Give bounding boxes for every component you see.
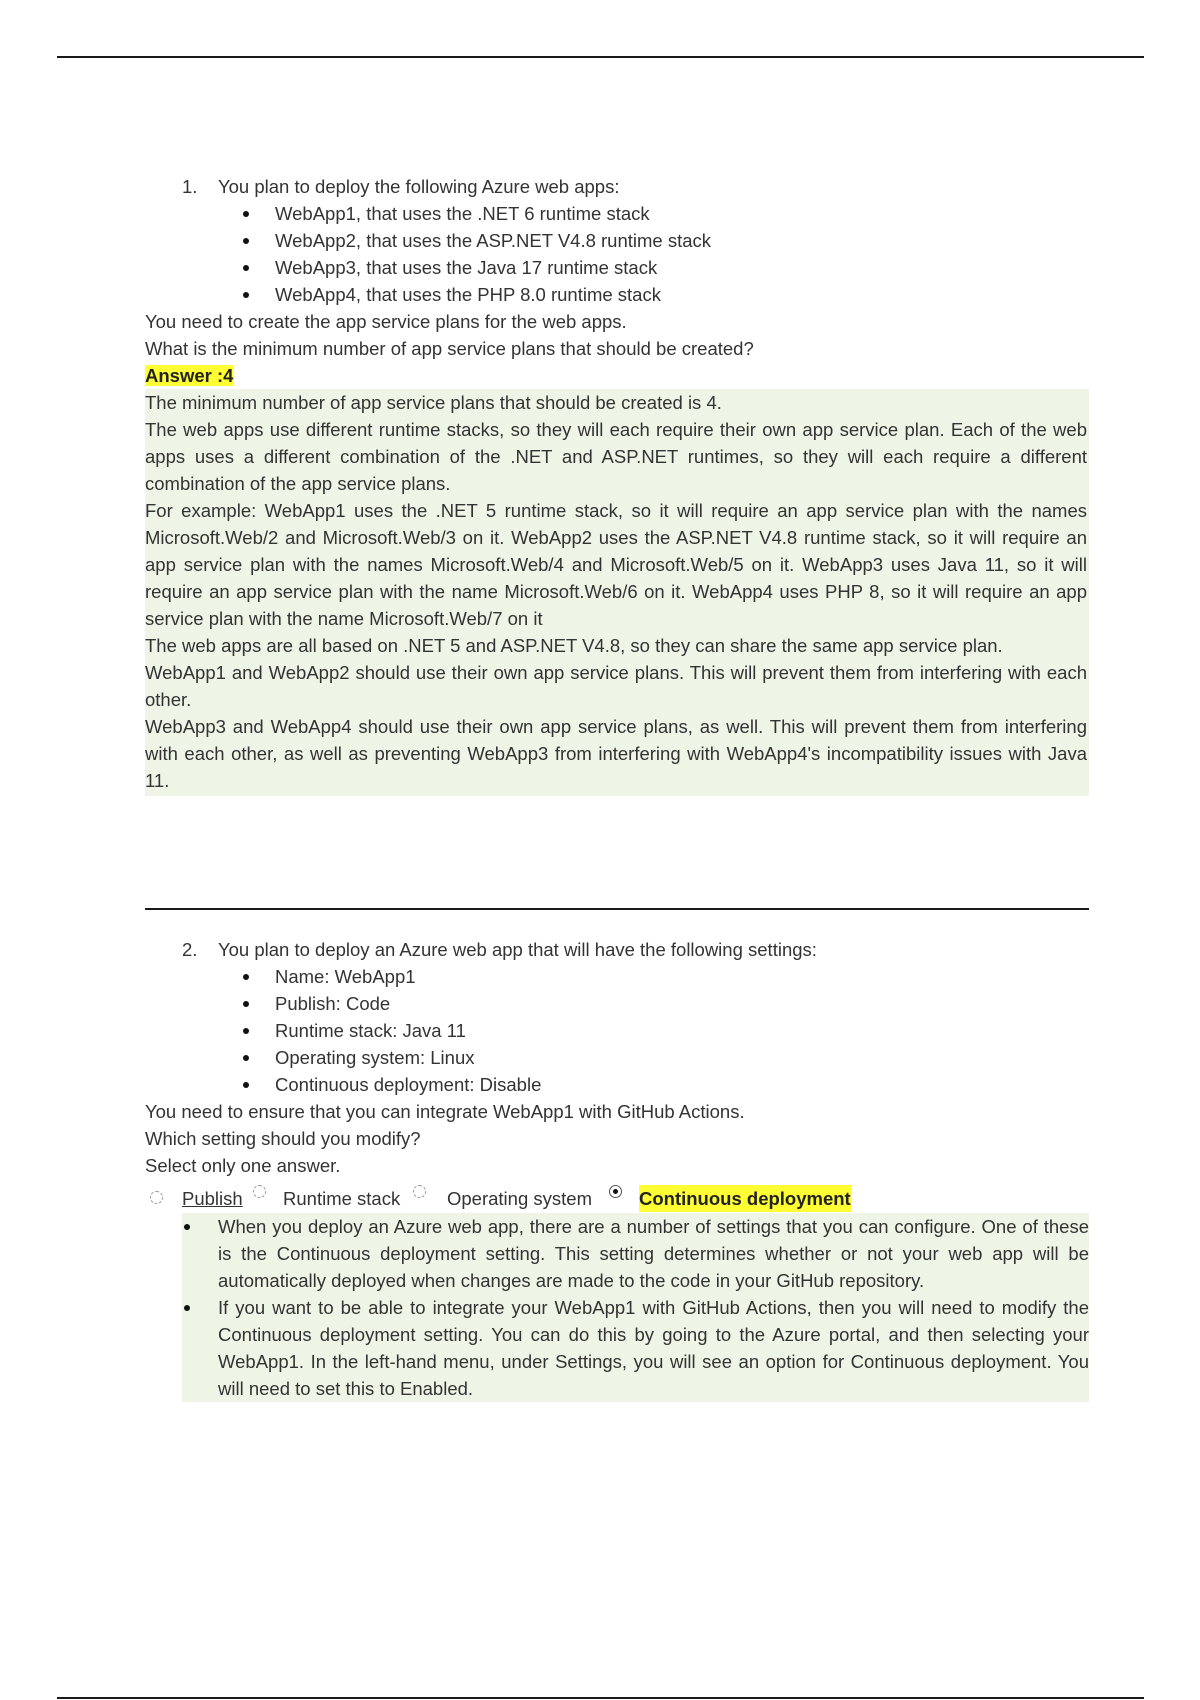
explanation-paragraph: The web apps are all based on .NET 5 and ASP.NET V4.8, so they can share the same app service plan. [145, 635, 1003, 656]
answer-options [145, 1181, 1089, 1213]
list-item: WebApp3, that uses the Java 17 runtime stack [145, 254, 1089, 281]
question-1-bullet-list [145, 200, 1089, 308]
list-item: Runtime stack: Java 11 [145, 1017, 1089, 1044]
answer-label: Answer :4 [145, 365, 234, 386]
question-1-prompt: You plan to deploy the following Azure web apps: [218, 176, 620, 197]
question-2-line-1: You need to ensure that you can integrate WebApp1 with GitHub Actions. [145, 1101, 745, 1122]
question-2-line-3: Select only one answer. [145, 1155, 341, 1176]
list-item: Publish: Code [145, 990, 1089, 1017]
explanation-paragraph: The minimum number of app service plans that should be created is 4. [145, 392, 722, 413]
explanation-paragraph: WebApp3 and WebApp4 should use their own app service plans, as well. This will prevent them from interfering with each other, as well as preventing WebApp3 from interfering with WebApp4's incompatibility issues with Java 11. [145, 716, 1087, 791]
radio-runtime-stack[interactable] [253, 1185, 266, 1198]
explanation-paragraph: WebApp1 and WebApp2 should use their own app service plans. This will prevent them from interfering with each other. [145, 662, 1087, 710]
list-item: Name: WebApp1 [145, 963, 1089, 990]
option-runtime-stack-label[interactable]: Runtime stack [283, 1188, 401, 1209]
question-1-explanation [145, 389, 1089, 796]
question-2-prompt: You plan to deploy an Azure web app that will have the following settings: [218, 939, 817, 960]
question-1 [145, 173, 1089, 796]
list-item: Continuous deployment: Disable [145, 1071, 1089, 1098]
explanation-item: When you deploy an Azure web app, there are a number of settings that you can configure. One of these is the Continuous deployment setting. This setting determines whether or not your web app will be automatically deployed when changes are made to the code in your GitHub repository. [182, 1213, 1089, 1294]
question-2-number: 2. [182, 939, 198, 960]
explanation-paragraph: The web apps use different runtime stacks, so they will each require their own app service plan. Each of the web apps uses a different combination of the .NET and ASP.NET runtimes, so they will each require a different combination of the app service plans. [145, 419, 1087, 494]
radio-continuous-deployment[interactable] [609, 1185, 622, 1198]
question-1-number: 1. [182, 176, 198, 197]
question-2 [145, 936, 1089, 1402]
radio-operating-system[interactable] [413, 1185, 426, 1198]
option-continuous-deployment-label[interactable]: Continuous deployment [639, 1185, 851, 1212]
question-2-line-2: Which setting should you modify? [145, 1128, 421, 1149]
option-operating-system-label[interactable]: Operating system [447, 1188, 592, 1209]
section-divider [145, 908, 1089, 910]
option-publish-label[interactable]: Publish [182, 1188, 243, 1209]
explanation-item: If you want to be able to integrate your WebApp1 with GitHub Actions, then you will need to modify the Continuous deployment setting. You can do this by going to the Azure portal, and then selecting your WebApp1. In the left-hand menu, under Settings, you will see an option for Continuous deployment. You will need to set this to Enabled. [182, 1294, 1089, 1402]
question-2-header [145, 936, 1089, 963]
question-2-bullet-list [145, 963, 1089, 1098]
bottom-rule [57, 1697, 1144, 1699]
list-item: WebApp4, that uses the PHP 8.0 runtime stack [145, 281, 1089, 308]
list-item: WebApp2, that uses the ASP.NET V4.8 runtime stack [145, 227, 1089, 254]
question-1-header [145, 173, 1089, 200]
list-item: WebApp1, that uses the .NET 6 runtime stack [145, 200, 1089, 227]
list-item: Operating system: Linux [145, 1044, 1089, 1071]
top-rule [57, 56, 1144, 58]
radio-publish[interactable] [150, 1191, 163, 1204]
explanation-paragraph: For example: WebApp1 uses the .NET 5 runtime stack, so it will require an app service plan with the names Microsoft.Web/2 and Microsoft.Web/3 on it. WebApp2 uses the ASP.NET V4.8 runtime stack, so it will require an app service plan with the names Microsoft.Web/4 and Microsoft.Web/5 on it. WebApp3 uses Java 11, so it will require an app service plan with the name Microsoft.Web/6 on it. WebApp4 uses PHP 8, so it will require an app service plan with the name Microsoft.Web/7 on it [145, 500, 1087, 629]
question-1-line-1: You need to create the app service plans for the web apps. [145, 311, 627, 332]
question-1-answer-line [145, 362, 1089, 389]
question-2-explanation [182, 1213, 1089, 1402]
question-1-line-2: What is the minimum number of app service plans that should be created? [145, 338, 754, 359]
